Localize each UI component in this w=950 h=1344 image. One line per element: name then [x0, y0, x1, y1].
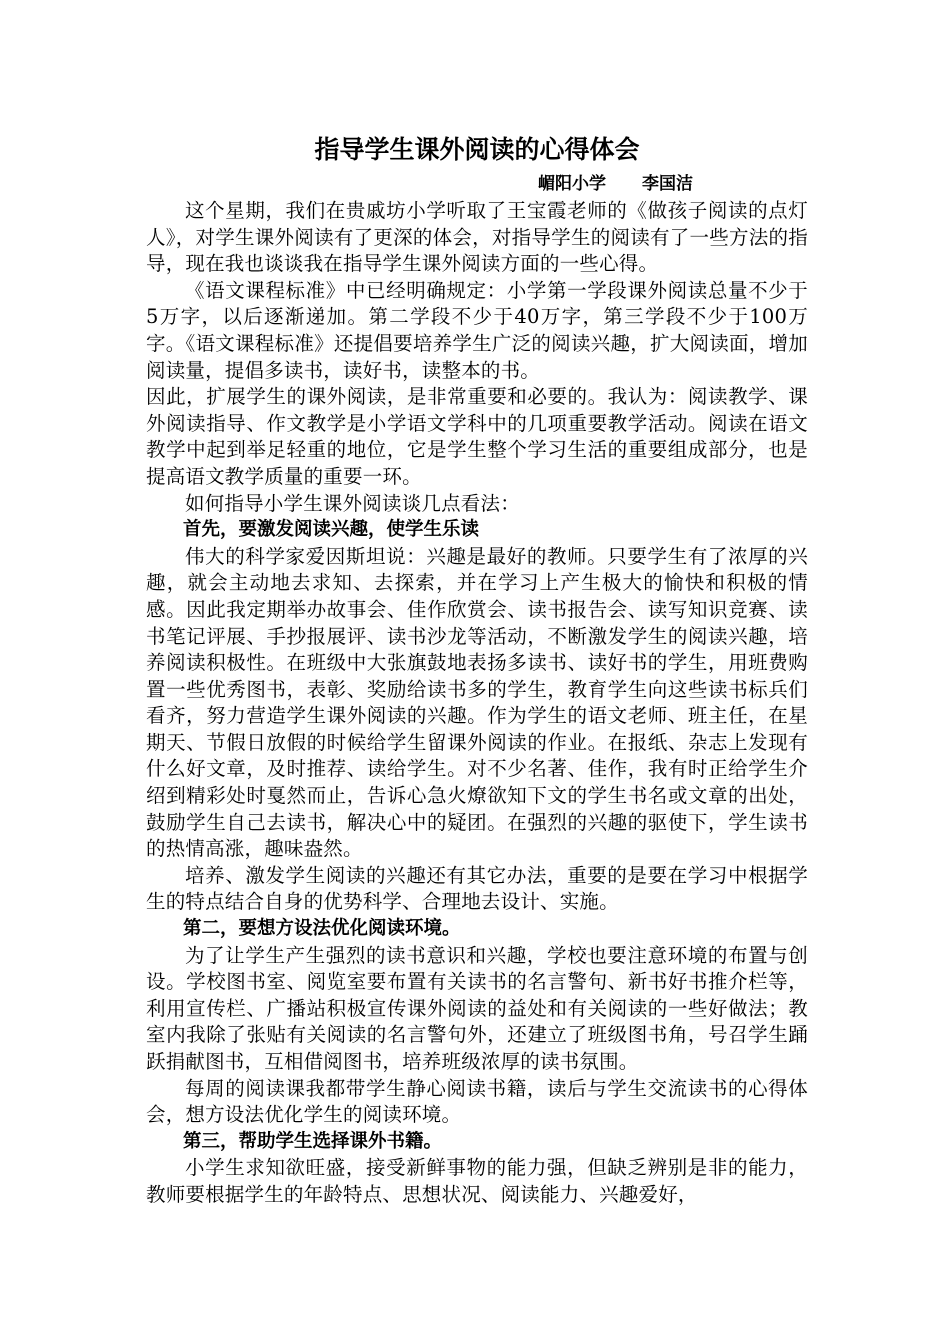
author-name: 李国洁 — [642, 174, 693, 194]
paragraph-other-methods: 培养、激发学生阅读的兴趣还有其它办法，重要的是要在学习中根据学生的特点结合自身的优势科学、合理地去设计、实施。 — [146, 863, 808, 914]
paragraph-curriculum-standard: 《语文课程标准》中已经明确规定：小学第一学段课外阅读总量不少于5万字，以后逐渐递加。第二学段不少于40万字，第三学段不少于100万字。《语文课程标准》还提倡要培养学生广泛的阅读兴趣，扩大阅读面，增加阅读量，提倡多读书，读好书，读整本的书。 — [146, 278, 808, 382]
paragraph-how-to: 如何指导小学生课外阅读谈几点看法： — [185, 491, 520, 515]
paragraph-intro: 这个星期，我们在贵戚坊小学听取了王宝霞老师的《做孩子阅读的点灯人》，对学生课外阅读有了更深的体会，对指导学生的阅读有了一些方法的指导，现在我也谈谈我在指导学生课外阅读方面的一些心得。 — [146, 199, 808, 276]
paragraph-environment: 为了让学生产生强烈的读书意识和兴趣，学校也要注意环境的布置与创设。学校图书室、阅览室要布置有关读书的名言警句、新书好书推介栏等，利用宣传栏、广播站积极宣传课外阅读的益处和有关阅读的一些好做法；教室内我除了张贴有关阅读的名言警句外，还建立了班级图书角，号召学生踊跃捐献图书，互相借阅图书，培养班级浓厚的读书氛围。 — [146, 943, 808, 1073]
document-page — [146, 132, 808, 1209]
paragraph-importance: 因此，扩展学生的课外阅读，是非常重要和必要的。我认为：阅读教学、课外阅读指导、作文教学是小学语文学科中的几项重要教学活动。阅读在语文教学中起到举足轻重的地位，它是学生整个学习生活的重要组成部分，也是提高语文教学质量的重要一环。 — [146, 385, 808, 488]
document-title: 指导学生课外阅读的心得体会 — [314, 135, 640, 164]
paragraph-interest: 伟大的科学家爱因斯坦说：兴趣是最好的教师。只要学生有了浓厚的兴趣，就会主动地去求知、去探索，并在学习上产生极大的愉快和积极的情感。因此我定期举办故事会、佳作欣赏会、读书报告会、读写知识竞赛、读书笔记评展、手抄报展评、读书沙龙等活动，不断激发学生的阅读兴趣，培养阅读积极性。在班级中大张旗鼓地表扬多读书、读好书的学生，用班费购置一些优秀图书，表彰、奖励给读书多的学生，教育学生向这些读书标兵们看齐，努力营造学生课外阅读的兴趣。作为学生的语文老师、班主任，在星期天、节假日放假的时候给学生留课外阅读的作业。在报纸、杂志上发现有什么好文章，及时推荐、读给学生。对不少名著、佳作，我有时正给学生介绍到精彩处时戛然而止，告诉心急火燎欲知下文的学生书名或文章的出处，鼓励学生自己去读书，解决心中的疑团。在强烈的兴趣的驱使下，学生读书的热情高涨，趣味盎然。 — [146, 544, 808, 861]
section-heading-second: 第二，要想方设法优化阅读环境。 — [183, 918, 461, 940]
section-heading-first: 首先，要激发阅读兴趣，使学生乐读 — [183, 519, 480, 541]
paragraph-reading-class: 每周的阅读课我都带学生静心阅读书籍，读后与学生交流读书的心得体会，想方设法优化学生的阅读环境。 — [146, 1076, 808, 1127]
section-heading-third: 第三，帮助学生选择课外书籍。 — [183, 1130, 443, 1152]
author-line — [146, 172, 808, 198]
paragraph-book-selection: 小学生求知欲旺盛，接受新鲜事物的能力强，但缺乏辨别是非的能力，教师要根据学生的年龄特点、思想状况、阅读能力、兴趣爱好， — [146, 1156, 808, 1206]
author-school: 嵋阳小学 — [538, 174, 606, 194]
